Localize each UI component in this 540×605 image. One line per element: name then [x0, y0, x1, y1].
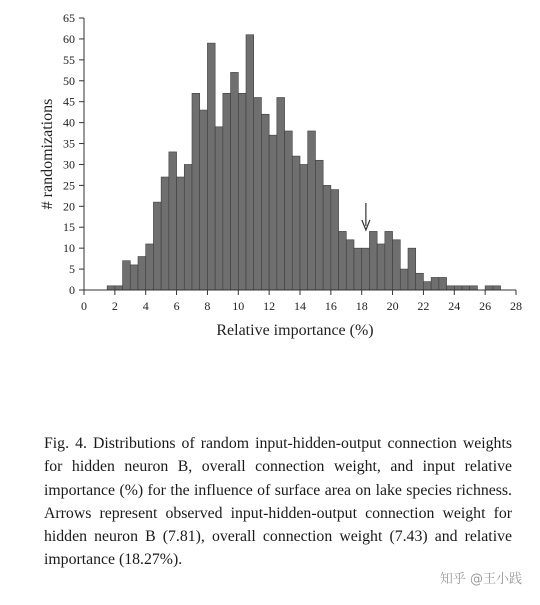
histogram-bar: [223, 93, 231, 290]
histogram-bar: [231, 72, 239, 290]
bars-group: [107, 35, 500, 290]
histogram-bar: [254, 98, 262, 290]
histogram-bar: [323, 185, 331, 290]
histogram-bar: [200, 110, 208, 290]
histogram-bar: [269, 135, 277, 290]
x-tick-label: 4: [142, 299, 149, 313]
x-tick-label: 22: [417, 299, 430, 313]
histogram-bar: [115, 286, 123, 290]
histogram-bar: [184, 164, 192, 290]
x-tick-label: 12: [263, 299, 276, 313]
y-tick-label: 0: [69, 283, 75, 297]
histogram-bar: [246, 35, 254, 290]
histogram-bar: [393, 240, 401, 290]
y-tick-label: 10: [63, 241, 75, 256]
x-axis-label: Relative importance (%): [216, 322, 374, 339]
histogram-bar: [207, 43, 215, 290]
x-tick-label: 18: [355, 299, 368, 313]
histogram-bar: [177, 177, 185, 290]
y-tick-label: 20: [63, 199, 75, 214]
histogram-bar: [493, 286, 501, 290]
histogram-bar: [138, 257, 146, 290]
histogram-bar: [485, 286, 493, 290]
figure-caption: Fig. 4. Distributions of random input-hidden-output connection weights for hidden neuron B, overall connection weight, and input relative importance (%) for the influence of surface area on lake species richness. Arrows represent observed input-hidden-output connection weight for hidden neuron B (7.81), overall connection weight (7.43) and relative importance (18.27%).: [44, 435, 512, 569]
histogram-bar: [261, 114, 269, 290]
histogram-bar: [470, 286, 478, 290]
histogram-bar: [130, 265, 138, 290]
y-tick-label: 25: [63, 178, 75, 193]
y-tick-label: 65: [63, 11, 75, 25]
histogram-bar: [339, 231, 347, 290]
x-tick-label: 8: [204, 299, 211, 313]
histogram-bar: [238, 93, 246, 290]
histogram-bar: [400, 269, 408, 290]
y-tick-label: 55: [63, 52, 75, 67]
histogram-bar: [346, 240, 354, 290]
x-tick-label: 10: [232, 299, 245, 313]
histogram-bar: [408, 248, 416, 290]
histogram-bar: [447, 286, 455, 290]
histogram-bar: [300, 164, 308, 290]
x-tick-label: 28: [510, 299, 522, 313]
histogram-bar: [315, 160, 323, 290]
histogram-bar: [331, 190, 339, 290]
histogram-bar: [146, 244, 154, 290]
x-tick-label: 0: [81, 299, 87, 313]
x-tick-label: 6: [173, 299, 180, 313]
histogram-bar: [123, 261, 131, 290]
y-tick-label: 30: [63, 157, 75, 172]
y-tick-label: 50: [63, 73, 75, 88]
histogram-bar: [169, 152, 177, 290]
histogram-bar: [153, 202, 161, 290]
x-tick-label: 14: [294, 299, 306, 313]
histogram-bar: [292, 156, 300, 290]
y-tick-label: 40: [63, 115, 75, 130]
y-axis-label: # randomizations: [39, 98, 56, 210]
y-tick-label: 60: [63, 31, 75, 46]
x-tick-label: 2: [111, 299, 118, 313]
histogram-bar: [192, 93, 200, 290]
histogram-bar: [423, 282, 431, 290]
x-tick-label: 16: [324, 299, 337, 313]
histogram-bar: [215, 127, 223, 290]
histogram-bar: [285, 131, 293, 290]
y-tick-label: 15: [63, 220, 75, 235]
histogram-bar: [161, 177, 169, 290]
x-tick-label: 20: [386, 299, 399, 313]
histogram-bar: [277, 98, 285, 290]
histogram-bar: [454, 286, 462, 290]
histogram-bar: [362, 248, 370, 290]
histogram-bar: [107, 286, 115, 290]
histogram-bar: [369, 231, 377, 290]
histogram-bar: [439, 277, 447, 290]
histogram-bar: [308, 131, 316, 290]
y-tick-label: 45: [63, 94, 75, 109]
y-tick-label: 35: [63, 136, 75, 151]
histogram-bar: [377, 244, 385, 290]
x-tick-label: 26: [479, 299, 492, 313]
histogram-bar: [416, 273, 424, 290]
histogram-bar: [431, 277, 439, 290]
x-tick-label: 24: [448, 299, 461, 313]
y-tick-label: 5: [69, 262, 75, 277]
histogram-bar: [462, 286, 470, 290]
watermark: 知乎 @王小践: [439, 572, 522, 587]
histogram-bar: [385, 231, 393, 290]
histogram-bar: [354, 248, 362, 290]
